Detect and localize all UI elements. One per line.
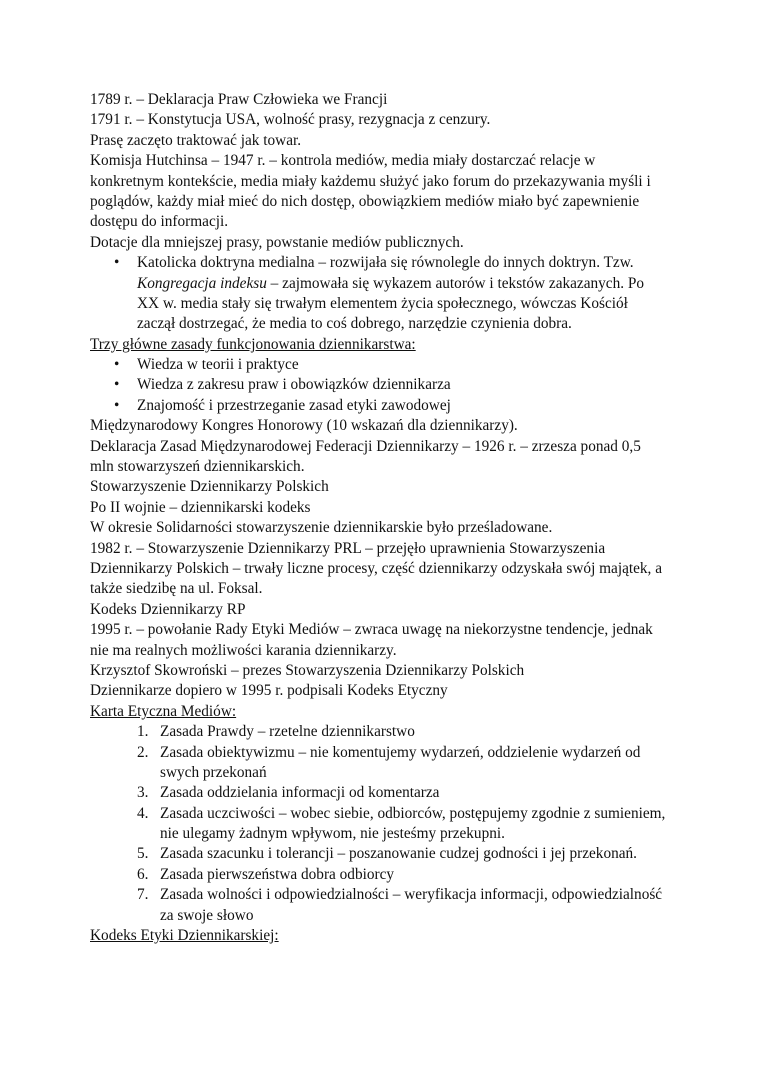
bullet-item xyxy=(90,253,690,273)
text-line: 1982 r. – Stowarzyszenie Dziennikarzy PRL – przejęło uprawnienia Stowarzyszenia xyxy=(90,539,606,557)
bullet-icon: • xyxy=(114,254,120,272)
section-heading: Karta Etyczna Mediów: xyxy=(90,702,237,720)
text-line: Krzysztof Skowroński – prezes Stowarzyszenia Dziennikarzy Polskich xyxy=(90,661,525,679)
bullet-text: – zajmowała się wykazem autorów i tekstów zakazanych. Po xyxy=(266,274,645,292)
text-line: Prasę zaczęto traktować jak towar. xyxy=(90,131,302,149)
text-line: W okresie Solidarności stowarzyszenie dziennikarskie było prześladowane. xyxy=(90,519,553,537)
text-line: konkretnym kontekście, media miały każdemu służyć jako forum do przekazywania myśli i xyxy=(90,172,651,190)
text-line: także siedzibę na ul. Foksal. xyxy=(90,580,263,598)
text-line: Deklaracja Zasad Międzynarodowej Federacji Dziennikarzy – 1926 r. – zrzesza ponad 0,5 xyxy=(90,437,641,455)
numbered-continuation: za swoje słowo xyxy=(160,906,254,924)
text-line: Dziennikarzy Polskich – trwały liczne procesy, część dziennikarzy odzyskała swój majątek, a xyxy=(90,559,662,577)
document-page xyxy=(90,90,690,946)
numbered-item: 7. Zasada wolności i odpowiedzialności – weryfikacja informacji, odpowiedzialność xyxy=(137,886,663,904)
text-line: Dotacje dla mniejszej prasy, powstanie mediów publicznych. xyxy=(90,233,464,251)
numbered-continuation: swych przekonań xyxy=(160,763,267,781)
bullet-continuation: XX w. media stały się trwałym elementem życia społecznego, wówczas Kościół xyxy=(137,294,628,312)
bullet-icon: • xyxy=(114,356,120,374)
section-heading: Kodeks Etyki Dziennikarskiej: xyxy=(90,927,279,945)
text-line: poglądów, każdy miał mieć do nich dostęp, obowiązkiem mediów miało być zapewnienie xyxy=(90,192,640,210)
bullet-icon: • xyxy=(114,376,120,394)
text-line: Komisja Hutchinsa – 1947 r. – kontrola mediów, media miały dostarczać relacje w xyxy=(90,152,596,170)
text-line: 1995 r. – powołanie Rady Etyki Mediów – zwraca uwagę na niekorzystne tendencje, jednak xyxy=(90,621,653,639)
text-line: Po II wojnie – dziennikarski kodeks xyxy=(90,498,311,516)
text-line: Dziennikarze dopiero w 1995 r. podpisali Kodeks Etyczny xyxy=(90,682,448,700)
text-line: Międzynarodowy Kongres Honorowy (10 wskazań dla dziennikarzy). xyxy=(90,417,518,435)
bullet-continuation: zaczął dostrzegać, że media to coś dobrego, narzędzie czynienia dobra. xyxy=(137,315,572,333)
text-line: mln stowarzyszeń dziennikarskich. xyxy=(90,458,305,476)
bullet-continuation xyxy=(90,274,690,294)
bullet-item: • Wiedza z zakresu praw i obowiązków dziennikarza xyxy=(90,375,690,395)
numbered-item: 1. Zasada Prawdy – rzetelne dziennikarstwo xyxy=(137,723,415,741)
bullet-item: • Wiedza w teorii i praktyce xyxy=(90,355,690,375)
numbered-item: 2. Zasada obiektywizmu – nie komentujemy wydarzeń, oddzielenie wydarzeń od xyxy=(137,743,641,761)
text-line: Stowarzyszenie Dziennikarzy Polskich xyxy=(90,478,329,496)
bullet-icon: • xyxy=(114,396,120,414)
numbered-item: 3. Zasada oddzielania informacji od komentarza xyxy=(137,784,440,802)
numbered-item: 6. Zasada pierwszeństwa dobra odbiorcy xyxy=(137,865,395,883)
bullet-item: • Znajomość i przestrzeganie zasad etyki zawodowej xyxy=(90,396,690,416)
text-line: 1789 r. – Deklaracja Praw Człowieka we Francji xyxy=(90,91,388,108)
numbered-item: 4. Zasada uczciwości – wobec siebie, odbiorców, postępujemy zgodnie z sumieniem, xyxy=(137,804,666,822)
text-line: dostępu do informacji. xyxy=(90,213,229,231)
text-line: nie ma realnych możliwości karania dziennikarzy. xyxy=(90,641,397,659)
numbered-item: 5. Zasada szacunku i tolerancji – poszanowanie cudzej godności i jej przekonań. xyxy=(137,845,637,863)
text-line: 1791 r. – Konstytucja USA, wolność prasy, rezygnacja z cenzury. xyxy=(90,111,491,129)
italic-term: Kongregacja indeksu xyxy=(137,274,267,292)
section-heading: Trzy główne zasady funkcjonowania dziennikarstwa: xyxy=(90,335,416,353)
bullet-text: Katolicka doktryna medialna – rozwijała się równolegle do innych doktryn. Tzw. xyxy=(137,254,634,272)
text-line: Kodeks Dziennikarzy RP xyxy=(90,600,246,618)
numbered-continuation: nie ulegamy żadnym wpływom, nie jesteśmy przekupni. xyxy=(160,825,505,843)
